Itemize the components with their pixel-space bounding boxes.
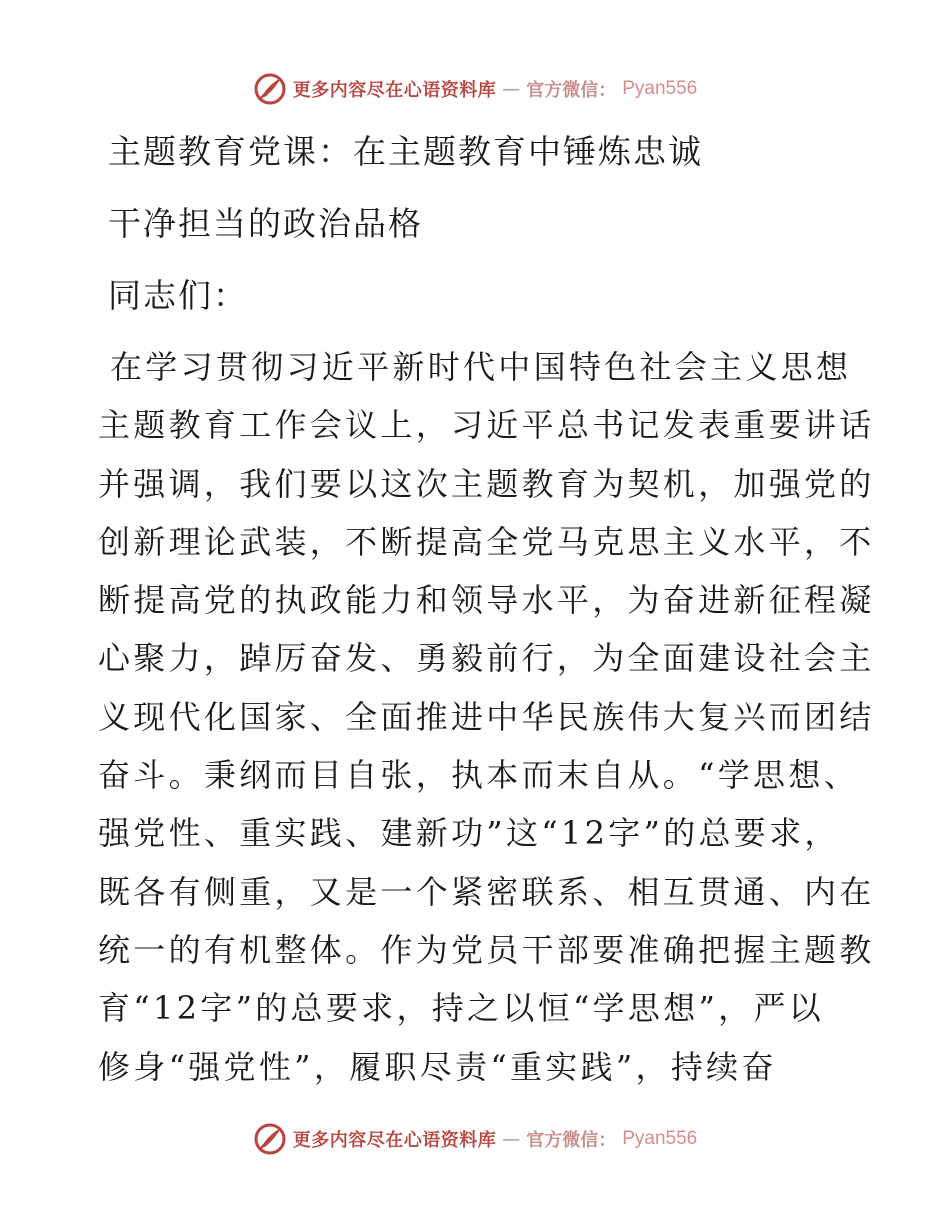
body-line: 并强调，我们要以这次主题教育为契机，加强党的: [98, 464, 875, 503]
watermark-official-label: 官方微信：: [526, 80, 617, 101]
watermark-separator: —: [502, 78, 521, 100]
body-line: 统一的有机整体。作为党员干部要准确把握主题教: [98, 930, 875, 969]
salutation: 同志们：: [108, 276, 248, 315]
body-line: 在学习贯彻习近平新时代中国特色社会主义思想: [110, 348, 852, 386]
body-line: 育“12字”的总要求，持之以恒“学思想”，严以: [98, 989, 825, 1028]
body-line: 创新理论武装，不断提高全党马克思主义水平，不: [98, 522, 875, 561]
watermark-text: 更多内容尽在心语资料库: [292, 1130, 497, 1151]
body-line: 断提高党的执政能力和领导水平，为奋进新征程凝: [98, 581, 875, 620]
quill-logo-icon: [253, 1122, 287, 1156]
watermark-wechat-id: Pyan556: [622, 1128, 698, 1149]
footer-watermark: [0, 1122, 950, 1156]
body-paragraph: [98, 338, 875, 1096]
body-line: 心聚力，踔厉奋发、勇毅前行，为全面建设社会主: [98, 639, 875, 678]
document-title-line-2: 干净担当的政治品格: [108, 204, 423, 243]
watermark-official-label: 官方微信：: [526, 1130, 617, 1151]
watermark-wechat-id: Pyan556: [622, 78, 698, 99]
watermark-separator: —: [502, 1128, 521, 1150]
body-line: 强党性、重实践、建新功”这“12字”的总要求，: [98, 814, 840, 853]
body-line: 奋斗。秉纲而目自张，执本而末自从。“学思想、: [98, 756, 859, 795]
header-watermark: [0, 72, 950, 106]
quill-logo-icon: [253, 72, 287, 106]
body-line: 义现代化国家、全面推进中华民族伟大复兴而团结: [98, 697, 875, 736]
body-line: 主题教育工作会议上，习近平总书记发表重要讲话: [98, 406, 875, 445]
body-line: 既各有侧重，又是一个紧密联系、相互贯通、内在: [98, 872, 875, 911]
watermark-text: 更多内容尽在心语资料库: [292, 80, 497, 101]
body-line: 修身“强党性”，履职尽责“重实践”，持续奋: [98, 1047, 777, 1086]
document-title-line-1: 主题教育党课：在主题教育中锤炼忠诚: [108, 132, 703, 171]
